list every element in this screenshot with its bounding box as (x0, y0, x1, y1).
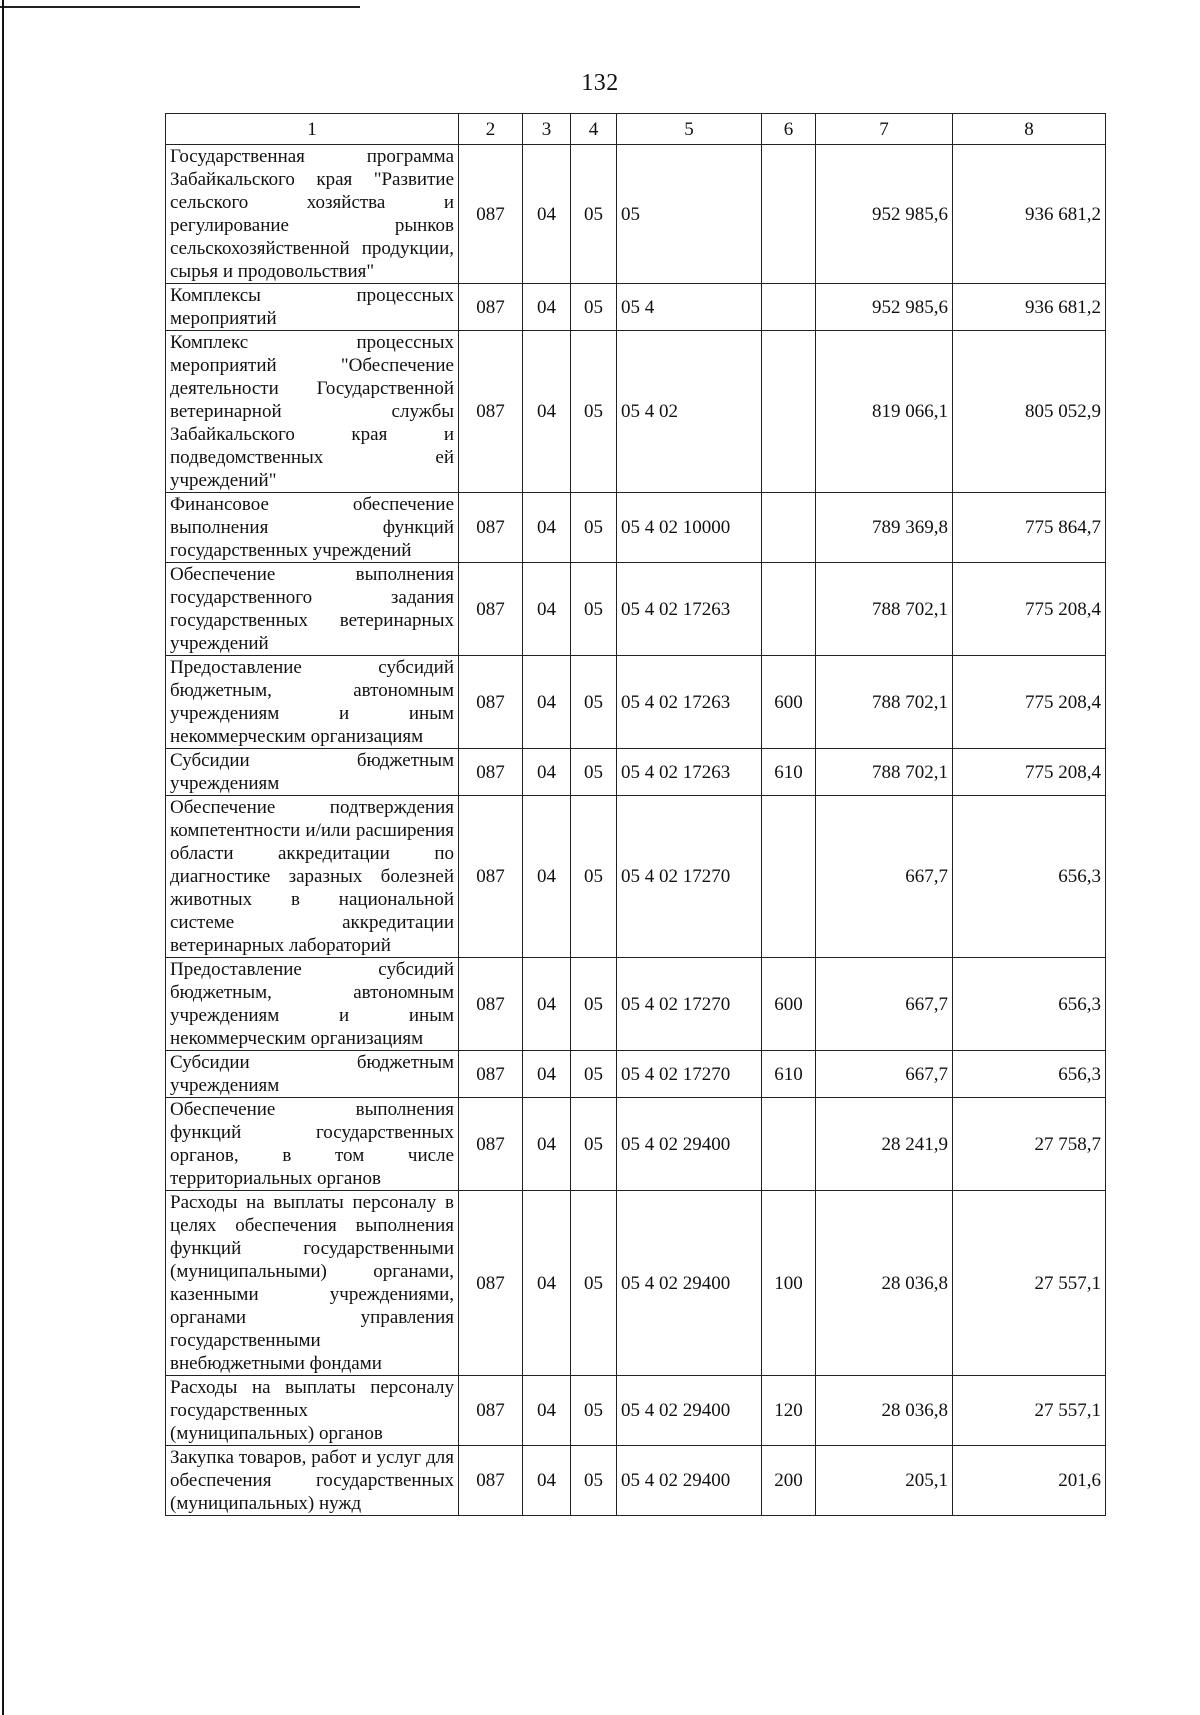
department-code-cell: 087 (459, 656, 523, 749)
table-row (166, 749, 1106, 796)
expense-type-cell: 600 (762, 656, 816, 749)
department-code-cell: 087 (459, 284, 523, 331)
item-name-cell: Обеспечение выполнения функций государственных органов, в том числе территориальных органов (166, 1098, 459, 1191)
header-cell: 1 (166, 114, 459, 145)
section-code-cell: 04 (523, 749, 571, 796)
target-article-cell: 05 4 02 (617, 331, 762, 493)
department-code-cell: 087 (459, 331, 523, 493)
subsection-code-cell: 05 (571, 331, 617, 493)
expense-type-cell: 610 (762, 749, 816, 796)
amount-year1-cell: 28 036,8 (816, 1376, 953, 1446)
department-code-cell: 087 (459, 145, 523, 284)
section-code-cell: 04 (523, 1191, 571, 1376)
subsection-code-cell: 05 (571, 1051, 617, 1098)
target-article-cell: 05 4 02 10000 (617, 493, 762, 563)
amount-year2-cell: 656,3 (953, 958, 1106, 1051)
department-code-cell: 087 (459, 1446, 523, 1516)
table-row (166, 656, 1106, 749)
department-code-cell: 087 (459, 1051, 523, 1098)
table-row (166, 145, 1106, 284)
subsection-code-cell: 05 (571, 1446, 617, 1516)
header-cell: 8 (953, 114, 1106, 145)
header-cell: 5 (617, 114, 762, 145)
target-article-cell: 05 4 02 17270 (617, 958, 762, 1051)
subsection-code-cell: 05 (571, 796, 617, 958)
table-row (166, 796, 1106, 958)
expense-type-cell: 600 (762, 958, 816, 1051)
department-code-cell: 087 (459, 796, 523, 958)
expense-type-cell (762, 284, 816, 331)
subsection-code-cell: 05 (571, 1098, 617, 1191)
amount-year2-cell: 201,6 (953, 1446, 1106, 1516)
item-name-cell: Расходы на выплаты персоналу в целях обеспечения выполнения функций государственными (муниципальными) органами, казенными учреждениями, органами управления государственными внебюджетными фондами (166, 1191, 459, 1376)
subsection-code-cell: 05 (571, 1191, 617, 1376)
section-code-cell: 04 (523, 1446, 571, 1516)
department-code-cell: 087 (459, 958, 523, 1051)
item-name-cell: Субсидии бюджетным учреждениям (166, 749, 459, 796)
amount-year1-cell: 667,7 (816, 958, 953, 1051)
section-code-cell: 04 (523, 284, 571, 331)
table-body (166, 145, 1106, 1516)
amount-year1-cell: 819 066,1 (816, 331, 953, 493)
target-article-cell: 05 4 02 17270 (617, 796, 762, 958)
subsection-code-cell: 05 (571, 749, 617, 796)
department-code-cell: 087 (459, 749, 523, 796)
amount-year2-cell: 775 208,4 (953, 656, 1106, 749)
table-row (166, 1446, 1106, 1516)
expense-type-cell (762, 1098, 816, 1191)
section-code-cell: 04 (523, 796, 571, 958)
subsection-code-cell: 05 (571, 145, 617, 284)
table-row (166, 1376, 1106, 1446)
department-code-cell: 087 (459, 1191, 523, 1376)
amount-year1-cell: 28 241,9 (816, 1098, 953, 1191)
section-code-cell: 04 (523, 1376, 571, 1446)
amount-year1-cell: 952 985,6 (816, 284, 953, 331)
target-article-cell: 05 4 02 17263 (617, 749, 762, 796)
target-article-cell: 05 4 02 17263 (617, 656, 762, 749)
section-code-cell: 04 (523, 145, 571, 284)
header-cell: 6 (762, 114, 816, 145)
header-row (166, 114, 1106, 145)
target-article-cell: 05 4 02 29400 (617, 1098, 762, 1191)
subsection-code-cell: 05 (571, 656, 617, 749)
target-article-cell: 05 4 02 29400 (617, 1376, 762, 1446)
target-article-cell: 05 4 02 29400 (617, 1191, 762, 1376)
expense-type-cell (762, 563, 816, 656)
amount-year2-cell: 656,3 (953, 1051, 1106, 1098)
amount-year1-cell: 788 702,1 (816, 563, 953, 656)
item-name-cell: Расходы на выплаты персоналу государственных (муниципальных) органов (166, 1376, 459, 1446)
amount-year2-cell: 775 864,7 (953, 493, 1106, 563)
item-name-cell: Обеспечение выполнения государственного задания государственных ветеринарных учреждений (166, 563, 459, 656)
header-cell: 2 (459, 114, 523, 145)
expense-type-cell: 120 (762, 1376, 816, 1446)
subsection-code-cell: 05 (571, 1376, 617, 1446)
target-article-cell: 05 4 02 17270 (617, 1051, 762, 1098)
table-row (166, 493, 1106, 563)
header-cell: 4 (571, 114, 617, 145)
expense-type-cell (762, 796, 816, 958)
department-code-cell: 087 (459, 1376, 523, 1446)
item-name-cell: Государственная программа Забайкальского края "Развитие сельского хозяйства и регулирование рынков сельскохозяйственной продукции, сырья и продовольствия" (166, 145, 459, 284)
item-name-cell: Закупка товаров, работ и услуг для обеспечения государственных (муниципальных) нужд (166, 1446, 459, 1516)
amount-year2-cell: 936 681,2 (953, 284, 1106, 331)
item-name-cell: Финансовое обеспечение выполнения функций государственных учреждений (166, 493, 459, 563)
expense-type-cell: 200 (762, 1446, 816, 1516)
section-code-cell: 04 (523, 656, 571, 749)
section-code-cell: 04 (523, 958, 571, 1051)
amount-year2-cell: 775 208,4 (953, 749, 1106, 796)
item-name-cell: Предоставление субсидий бюджетным, автономным учреждениям и иным некоммерческим организациям (166, 958, 459, 1051)
item-name-cell: Обеспечение подтверждения компетентности и/или расширения области аккредитации по диагностике заразных болезней животных в национальной системе аккредитации ветеринарных лабораторий (166, 796, 459, 958)
amount-year1-cell: 952 985,6 (816, 145, 953, 284)
table-row (166, 958, 1106, 1051)
table-row (166, 331, 1106, 493)
expense-type-cell (762, 493, 816, 563)
department-code-cell: 087 (459, 1098, 523, 1191)
amount-year1-cell: 667,7 (816, 1051, 953, 1098)
item-name-cell: Субсидии бюджетным учреждениям (166, 1051, 459, 1098)
amount-year1-cell: 788 702,1 (816, 656, 953, 749)
target-article-cell: 05 (617, 145, 762, 284)
item-name-cell: Предоставление субсидий бюджетным, автономным учреждениям и иным некоммерческим организациям (166, 656, 459, 749)
department-code-cell: 087 (459, 493, 523, 563)
amount-year1-cell: 667,7 (816, 796, 953, 958)
department-code-cell: 087 (459, 563, 523, 656)
expense-type-cell (762, 331, 816, 493)
item-name-cell: Комплексы процессных мероприятий (166, 284, 459, 331)
amount-year2-cell: 775 208,4 (953, 563, 1106, 656)
header-cell: 7 (816, 114, 953, 145)
header-cell: 3 (523, 114, 571, 145)
amount-year1-cell: 205,1 (816, 1446, 953, 1516)
section-code-cell: 04 (523, 1051, 571, 1098)
section-code-cell: 04 (523, 331, 571, 493)
scan-edge-top (0, 6, 360, 8)
table-row (166, 1098, 1106, 1191)
table-row (166, 1191, 1106, 1376)
expense-type-cell: 100 (762, 1191, 816, 1376)
amount-year1-cell: 789 369,8 (816, 493, 953, 563)
amount-year1-cell: 788 702,1 (816, 749, 953, 796)
amount-year2-cell: 805 052,9 (953, 331, 1106, 493)
section-code-cell: 04 (523, 493, 571, 563)
target-article-cell: 05 4 02 29400 (617, 1446, 762, 1516)
amount-year2-cell: 27 557,1 (953, 1376, 1106, 1446)
amount-year2-cell: 27 557,1 (953, 1191, 1106, 1376)
amount-year2-cell: 27 758,7 (953, 1098, 1106, 1191)
table-row (166, 1051, 1106, 1098)
target-article-cell: 05 4 (617, 284, 762, 331)
target-article-cell: 05 4 02 17263 (617, 563, 762, 656)
expense-type-cell: 610 (762, 1051, 816, 1098)
subsection-code-cell: 05 (571, 493, 617, 563)
table-row (166, 284, 1106, 331)
amount-year1-cell: 28 036,8 (816, 1191, 953, 1376)
expense-type-cell (762, 145, 816, 284)
amount-year2-cell: 656,3 (953, 796, 1106, 958)
section-code-cell: 04 (523, 563, 571, 656)
subsection-code-cell: 05 (571, 284, 617, 331)
scan-edge-left (2, 0, 4, 1715)
section-code-cell: 04 (523, 1098, 571, 1191)
page-number: 132 (581, 70, 619, 96)
subsection-code-cell: 05 (571, 958, 617, 1051)
amount-year2-cell: 936 681,2 (953, 145, 1106, 284)
item-name-cell: Комплекс процессных мероприятий "Обеспечение деятельности Государственной ветеринарной службы Забайкальского края и подведомственных ей учреждений" (166, 331, 459, 493)
subsection-code-cell: 05 (571, 563, 617, 656)
budget-table (165, 113, 1106, 1516)
table-row (166, 563, 1106, 656)
